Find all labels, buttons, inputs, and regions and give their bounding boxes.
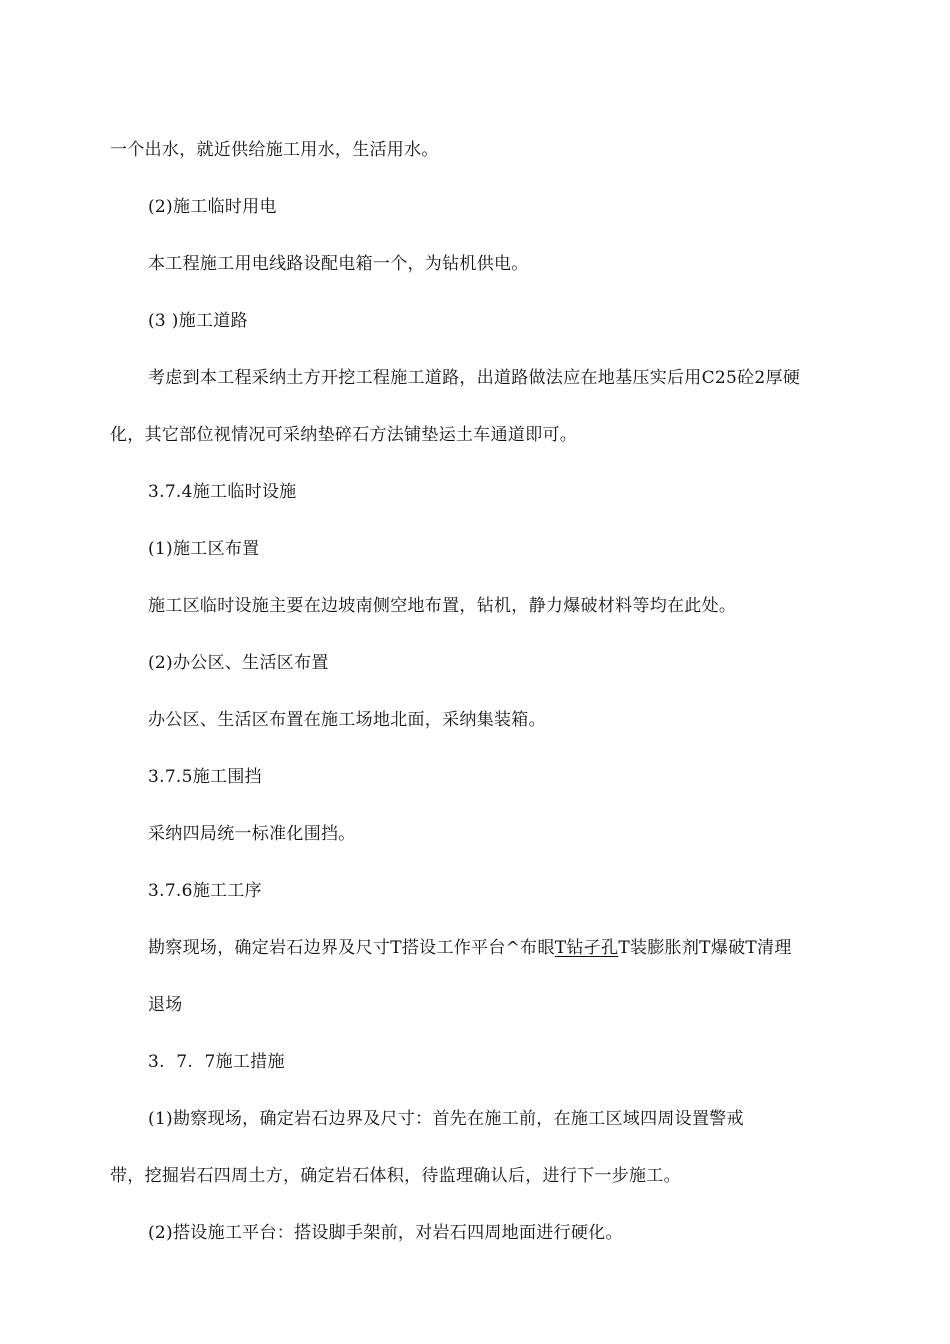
subheading: (1)施工区布置 [148, 539, 260, 559]
paragraph-line: 办公区、生活区布置在施工场地北面，采纳集装箱。 [148, 710, 546, 730]
paragraph-line: 施工区临时设施主要在边坡南侧空地布置，钻机，静力爆破材料等均在此处。 [148, 596, 737, 616]
subheading: (2)施工临时用电 [148, 197, 277, 217]
paragraph-line: 本工程施工用电线路设配电箱一个，为钻机供电。 [148, 254, 529, 274]
paragraph-line: 化，其它部位视情况可采纳垫碎石方法铺垫运土车通道即可。 [110, 425, 578, 445]
process-text-before: 勘察现场，确定岩石边界及尺寸T搭设工作平台^布眼 [148, 938, 555, 958]
process-line [148, 937, 792, 959]
subheading: (3 )施工道路 [148, 311, 248, 331]
paragraph-line: 退场 [148, 995, 183, 1015]
subheading: (2)办公区、生活区布置 [148, 653, 329, 673]
section-heading: 3. 7. 7施工措施 [148, 1052, 285, 1072]
paragraph-line: 带，挖掘岩石四周土方，确定岩石体积，待监理确认后，进行下一步施工。 [110, 1166, 681, 1186]
paragraph-line: 采纳四局统一标准化围挡。 [148, 824, 356, 844]
section-heading: 3.7.4施工临时设施 [148, 482, 297, 502]
section-heading: 3.7.6施工工序 [148, 881, 262, 901]
process-text-underlined: T钻孑孔 [554, 938, 619, 958]
paragraph-line: (1)勘察现场，确定岩石边界及尺寸：首先在施工前，在施工区域四周设置警戒 [148, 1109, 744, 1129]
paragraph-line: (2)搭设施工平台：搭设脚手架前，对岩石四周地面进行硬化。 [148, 1223, 623, 1243]
paragraph-line: 考虑到本工程采纳土方开挖工程施工道路，出道路做法应在地基压实后用C25砼2厚硬 [148, 368, 801, 388]
section-heading: 3.7.5施工围挡 [148, 767, 262, 787]
process-text-after: T装膨胀剂T爆破T清理 [618, 938, 792, 958]
paragraph-line: 一个出水，就近供给施工用水，生活用水。 [110, 140, 439, 160]
